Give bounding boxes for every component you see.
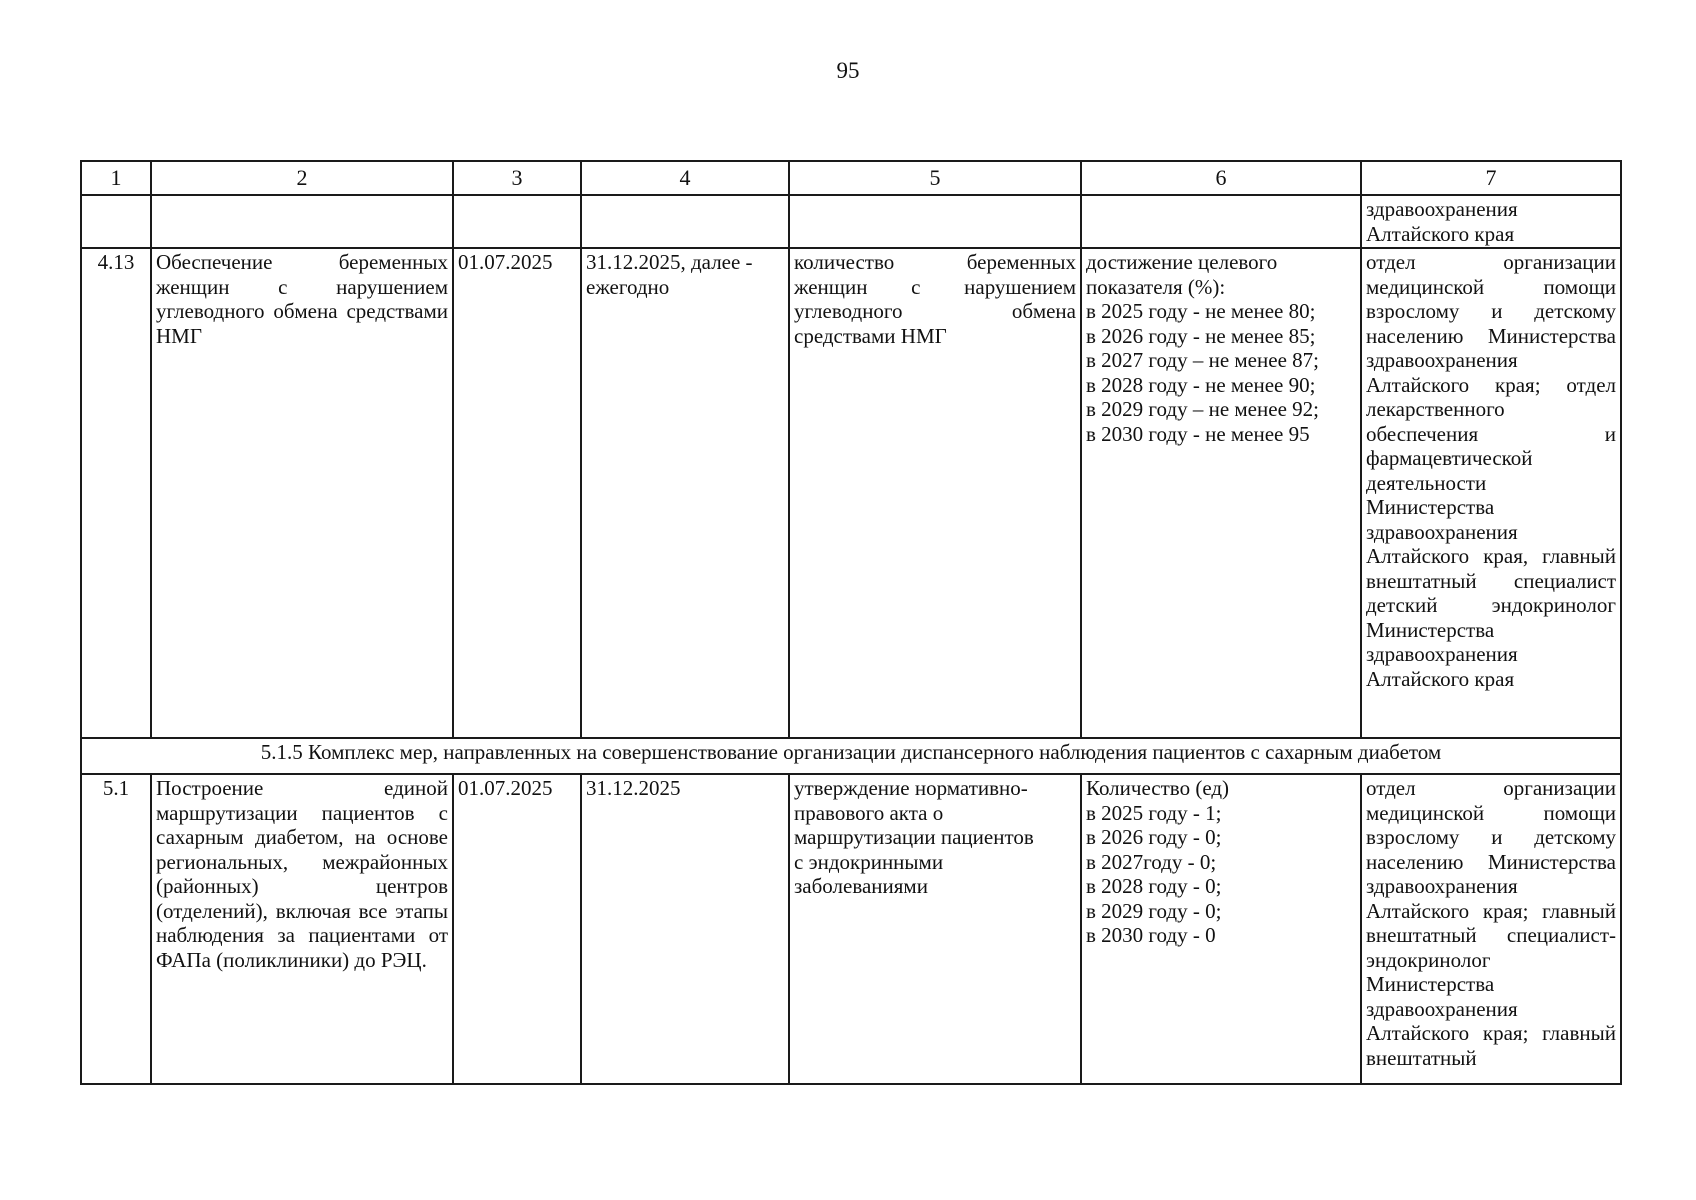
responsible-cell: здравоохранения Алтайского края <box>1361 195 1621 248</box>
indicator-line: в 2025 году - не менее 80; <box>1086 299 1316 323</box>
header-col-5: 5 <box>789 161 1081 195</box>
cell <box>581 195 789 248</box>
end-date-cell: 31.12.2025 <box>581 774 789 1084</box>
indicator-line: в 2028 году - не менее 90; <box>1086 372 1316 397</box>
cell <box>81 195 151 248</box>
table-row-5-1 <box>81 774 1621 1084</box>
start-date-cell: 01.07.2025 <box>453 248 581 738</box>
indicator-line: в 2030 году - не менее 95 <box>1086 421 1310 446</box>
row-number: 5.1 <box>81 774 151 1084</box>
section-heading-row <box>81 738 1621 774</box>
result-line: заболеваниями <box>794 874 928 898</box>
indicator-line: в 2029 году - 0; <box>1086 898 1222 923</box>
indicator-line: в 2026 году - 0; <box>1086 825 1222 849</box>
result-line: правового акта о <box>794 800 944 825</box>
measures-table <box>80 160 1622 1085</box>
indicator-line: достижение целевого показателя (%): <box>1086 250 1278 299</box>
cell <box>151 195 453 248</box>
indicator-line: в 2030 году - 0 <box>1086 923 1216 947</box>
header-col-2: 2 <box>151 161 453 195</box>
result-cell <box>789 774 1081 1084</box>
result-line: утверждение нормативно- <box>794 776 1028 800</box>
indicator-line: в 2025 году - 1; <box>1086 800 1222 825</box>
table-row-4-13 <box>81 248 1621 738</box>
indicator-line: в 2027 году – не менее 87; <box>1086 348 1319 372</box>
indicator-line: в 2028 году - 0; <box>1086 874 1222 898</box>
measure-cell: Построение единой маршрутизации пациентов с сахарным диабетом, на основе региональных, межрайонных (районных) центров (отделений), включая все этапы наблюдения за пациентами от ФАПа (поликлиники) до РЭЦ. <box>151 774 453 1084</box>
cell <box>789 195 1081 248</box>
indicator-line: в 2027году - 0; <box>1086 849 1217 874</box>
start-date-cell: 01.07.2025 <box>453 774 581 1084</box>
row-number: 4.13 <box>81 248 151 738</box>
result-cell: количество беременных женщин с нарушением углеводного обмена средствами НМГ <box>789 248 1081 738</box>
indicator-cell <box>1081 774 1361 1084</box>
header-col-1: 1 <box>81 161 151 195</box>
header-col-4: 4 <box>581 161 789 195</box>
measure-cell: Обеспечение беременных женщин с нарушением углеводного обмена средствами НМГ <box>151 248 453 738</box>
continuation-row <box>81 195 1621 248</box>
section-title: 5.1.5 Комплекс мер, направленных на совершенствование организации диспансерного наблюдения пациентов с сахарным диабетом <box>81 738 1621 774</box>
page-number: 95 <box>836 58 860 83</box>
indicator-cell <box>1081 248 1361 738</box>
result-line: с эндокринными <box>794 849 944 874</box>
responsible-cell: отдел организации медицинской помощи взрослому и детскому населению Министерства здравоохранения Алтайского края; главный внештатный специалист-эндокринолог Министерства здравоохранения Алтайского края; главный внештатный <box>1361 774 1621 1084</box>
result-line: маршрутизации пациентов <box>794 825 1034 849</box>
indicator-line: Количество (ед) <box>1086 776 1230 800</box>
header-col-3: 3 <box>453 161 581 195</box>
header-col-7: 7 <box>1361 161 1621 195</box>
cell <box>1081 195 1361 248</box>
cell <box>453 195 581 248</box>
header-col-6: 6 <box>1081 161 1361 195</box>
responsible-cell: отдел организации медицинской помощи взрослому и детскому населению Министерства здравоохранения Алтайского края; отдел лекарственного обеспечения и фармацевтической деятельности Министерства здравоохранения Алтайского края, главный внештатный специалист детский эндокринолог Министерства здравоохранения Алтайского края <box>1361 248 1621 738</box>
header-row <box>81 161 1621 195</box>
end-date-cell: 31.12.2025, далее - ежегодно <box>581 248 789 738</box>
indicator-line: в 2029 году – не менее 92; <box>1086 397 1319 421</box>
indicator-line: в 2026 году - не менее 85; <box>1086 323 1316 348</box>
